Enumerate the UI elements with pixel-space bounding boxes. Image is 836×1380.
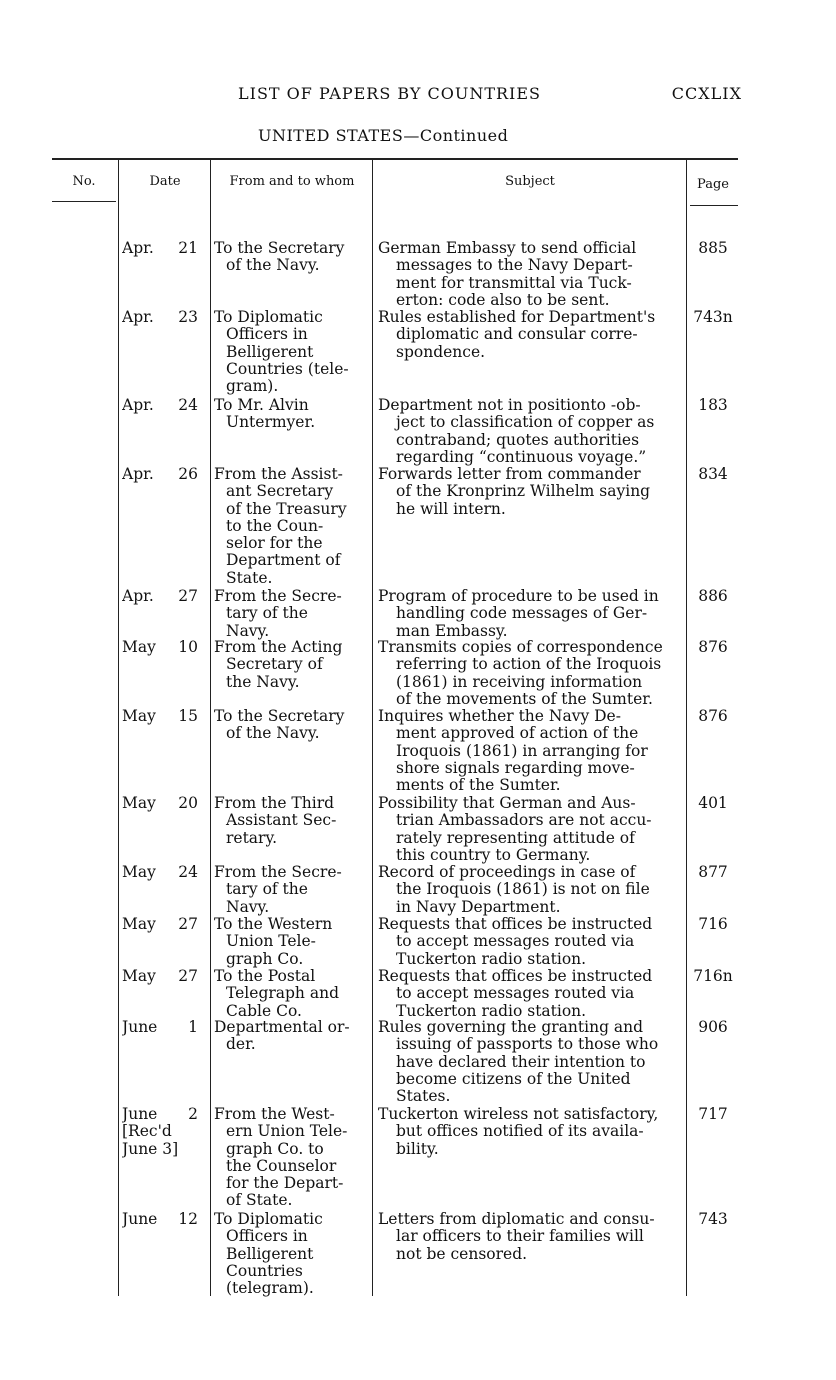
header-rule-left (52, 201, 116, 202)
subject-cell: Possibility that German and Aus- trian Ambassadors are not accu- rately representing attitude of this country to Germany. (378, 795, 652, 864)
from-cell: From the West- ern Union Tele- graph Co. to the Counselor for the Depart- of State. (214, 1106, 348, 1210)
subject-cell: German Embassy to send official messages to the Navy Depart- ment for transmittal via Tuck- erton: code also to be sent. (378, 240, 637, 309)
subject-cell: Department not in positionto -ob- ject to classification of copper as contraband; quotes authorities regarding “continuous voyage.” (378, 397, 655, 466)
from-cell: To the Secretary of the Navy. (214, 708, 345, 743)
country-subtitle: UNITED STATES—Continued (258, 126, 509, 145)
date-cell: June 12 (122, 1211, 198, 1228)
column-divider-2 (210, 160, 211, 1296)
column-header-date: Date (149, 174, 181, 189)
date-cell: May 10 (122, 639, 198, 656)
column-divider-4 (686, 160, 687, 1296)
date-cell: May 20 (122, 795, 198, 812)
from-cell: To the Western Union Tele- graph Co. (214, 916, 333, 968)
from-cell: To the Postal Telegraph and Cable Co. (214, 968, 339, 1020)
page-cell: 401 (698, 794, 728, 812)
header-rule-right (690, 205, 738, 206)
running-header-title: LIST OF PAPERS BY COUNTRIES (238, 84, 542, 103)
page-cell: 716n (693, 967, 733, 985)
subject-cell: Tuckerton wireless not satisfactory, but offices notified of its availa- bility. (378, 1106, 659, 1158)
date-cell: Apr. 26 (122, 466, 198, 483)
page-cell: 743 (698, 1210, 728, 1228)
column-header-subject: Subject (505, 174, 555, 189)
subject-cell: Rules established for Department's diplomatic and consular corre- spondence. (378, 309, 656, 361)
column-header-page: Page (697, 177, 729, 192)
from-cell: To Diplomatic Officers in Belligerent Countries (telegram). (214, 1211, 323, 1298)
date-cell: June 1 (122, 1019, 198, 1036)
from-cell: From the Third Assistant Sec- retary. (214, 795, 337, 847)
from-cell: Departmental or- der. (214, 1019, 350, 1054)
subject-cell: Program of procedure to be used in handling code messages of Ger- man Embassy. (378, 588, 659, 640)
from-cell: From the Secre- tary of the Navy. (214, 588, 342, 640)
page-cell: 886 (698, 587, 728, 605)
subject-cell: Transmits copies of correspondence referring to action of the Iroquois (1861) in receiving information of the movements of the Sumter. (378, 639, 663, 708)
column-divider-3 (372, 160, 373, 1296)
page-cell: 834 (698, 465, 728, 483)
date-cell: Apr. 21 (122, 240, 198, 257)
subject-cell: Requests that offices be instructed to accept messages routed via Tuckerton radio station. (378, 968, 653, 1020)
page-cell: 876 (698, 638, 728, 656)
page-cell: 743n (693, 308, 733, 326)
subject-cell: Rules governing the granting and issuing of passports to those who have declared their intention to become citizens of the United States. (378, 1019, 659, 1106)
subject-cell: Inquires whether the Navy De- ment approved of action of the Iroquois (1861) in arranging for shore signals regarding move- ments of the Sumter. (378, 708, 648, 795)
subject-cell: Letters from diplomatic and consu- lar officers to their families will not be censored. (378, 1211, 655, 1263)
from-cell: To Diplomatic Officers in Belligerent Countries (tele- gram). (214, 309, 349, 396)
date-cell: June 2 [Rec'd June 3] (122, 1106, 198, 1158)
subject-cell: Forwards letter from commander of the Kronprinz Wilhelm saying he will intern. (378, 466, 651, 518)
date-cell: Apr. 24 (122, 397, 198, 414)
page-cell: 877 (698, 863, 728, 881)
page-cell: 183 (698, 396, 728, 414)
page-number-roman: CCXLIX (671, 84, 742, 103)
from-cell: From the Assist- ant Secretary of the Treasury to the Coun- selor for the Department of State. (214, 466, 347, 587)
page-cell: 876 (698, 707, 728, 725)
page-cell: 717 (698, 1105, 728, 1123)
table-top-rule (52, 158, 738, 160)
date-cell: Apr. 23 (122, 309, 198, 326)
from-cell: From the Acting Secretary of the Navy. (214, 639, 343, 691)
date-cell: May 15 (122, 708, 198, 725)
subject-cell: Requests that offices be instructed to accept messages routed via Tuckerton radio station. (378, 916, 653, 968)
from-cell: From the Secre- tary of the Navy. (214, 864, 342, 916)
date-cell: May 27 (122, 968, 198, 985)
page-cell: 906 (698, 1018, 728, 1036)
date-cell: May 27 (122, 916, 198, 933)
column-header-no: No. (72, 174, 96, 189)
from-cell: To the Secretary of the Navy. (214, 240, 345, 275)
column-divider-1 (118, 160, 119, 1296)
from-cell: To Mr. Alvin Untermyer. (214, 397, 316, 432)
subject-cell: Record of proceedings in case of the Iroquois (1861) is not on file in Navy Department. (378, 864, 650, 916)
page-cell: 885 (698, 239, 728, 257)
column-header-from: From and to whom (229, 174, 355, 189)
page-cell: 716 (698, 915, 728, 933)
date-cell: May 24 (122, 864, 198, 881)
date-cell: Apr. 27 (122, 588, 198, 605)
